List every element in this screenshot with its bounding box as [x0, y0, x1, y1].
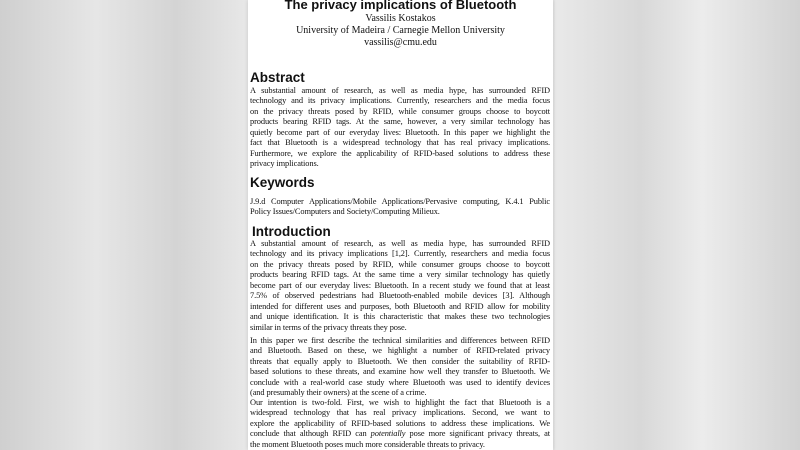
text-line: 7.5% of observed pedestrians had Bluetooth-enabled mobile devices [3]. Although — [250, 291, 550, 301]
text-line: widespread technology that has real privacy implications. Second, we want to — [250, 408, 550, 418]
author-affiliation: University of Madeira / Carnegie Mellon University — [296, 25, 505, 36]
text-line: fact that Bluetooth is a widespread technology that has real privacy implications. — [250, 138, 550, 148]
abstract-text — [250, 86, 550, 170]
text-line: on the privacy threats posed by RFID, while consumer groups choose to boycott — [250, 106, 550, 116]
text-line: Our intention is two-fold. First, we wish to highlight the fact that Bluetooth is a — [250, 398, 550, 407]
text-line: threats that equally apply to Bluetooth. We then consider the suitability of RFID- — [250, 356, 550, 366]
text-line: (and presumably their owners) at the scene of a crime. — [250, 388, 427, 398]
introduction-paragraph-3 — [250, 398, 550, 450]
text-line: similar in terms of the privacy threats they pose. — [250, 322, 407, 332]
text-line: based solutions to these threats, and examine how well they transfer to Bluetooth. We — [250, 367, 550, 377]
text-line: In this paper we first describe the technical similarities and differences between RFID — [250, 336, 550, 345]
text-line: technology and its privacy implications [1,2]. Currently, researchers and media focus — [250, 249, 550, 259]
text-line: become part of our everyday lives: Bluetooth. In a recent study we found that at least — [250, 280, 550, 290]
text-line: technology and its privacy implications. Currently, researchers and the media focus — [250, 96, 550, 106]
keywords-heading: Keywords — [250, 175, 315, 190]
author-name: Vassilis Kostakos — [365, 13, 436, 24]
text-line: A substantial amount of research, as well as media hype, has surrounded RFID — [250, 86, 550, 95]
text-line: intended for different uses and purposes, both Bluetooth and RFID allow for mobility — [250, 301, 550, 311]
author-email: vassilis@cmu.edu — [364, 37, 437, 48]
text-line: Furthermore, we explore the applicability of RFID-based solutions to address these — [250, 148, 550, 158]
text-line: products bearing RFID tags. At the same, however, a very similar technology has — [250, 117, 550, 127]
text-line: on the privacy threats posed by RFID, while consumer groups choose to boycott — [250, 259, 550, 269]
text-line: Policy Issues/Computers and Society/Computing Milieux. — [250, 207, 440, 217]
text-line: privacy implications. — [250, 159, 319, 169]
blurred-background — [555, 0, 800, 450]
introduction-paragraph-1 — [250, 239, 550, 333]
text-line: explore the applicability of RFID-based solutions to address these implications. We — [250, 418, 550, 428]
introduction-paragraph-2 — [250, 336, 550, 399]
text-line: J.9.d Computer Applications/Mobile Applications/Pervasive computing, K.4.1 Public — [250, 197, 550, 206]
document-page — [248, 0, 553, 450]
paper-title: The privacy implications of Bluetooth — [284, 0, 517, 12]
text-line: and Bluetooth. Based on these, we highlight a number of RFID-related privacy — [250, 346, 550, 356]
text-line: the moment Bluetooth poses much more considerable threats to privacy. — [250, 439, 485, 449]
introduction-heading: Introduction — [252, 224, 331, 239]
keywords-text — [250, 197, 550, 218]
text-line: products bearing RFID tags. At the same time a very similar technology has quietly — [250, 270, 550, 280]
text-line: quietly become part of our everyday lives: Bluetooth. In this paper we highlight the — [250, 127, 550, 137]
text-line: A substantial amount of research, as well as media hype, has surrounded RFID — [250, 239, 550, 248]
abstract-heading: Abstract — [250, 70, 305, 85]
text-line: conclude that although RFID can potentially pose more significant privacy threats, at — [250, 429, 550, 439]
text-line: and unique identification. It is this characteristic that makes these two technologies — [250, 312, 550, 322]
text-line: conclude with a real-world case study where Bluetooth was used to identify devices — [250, 377, 550, 387]
